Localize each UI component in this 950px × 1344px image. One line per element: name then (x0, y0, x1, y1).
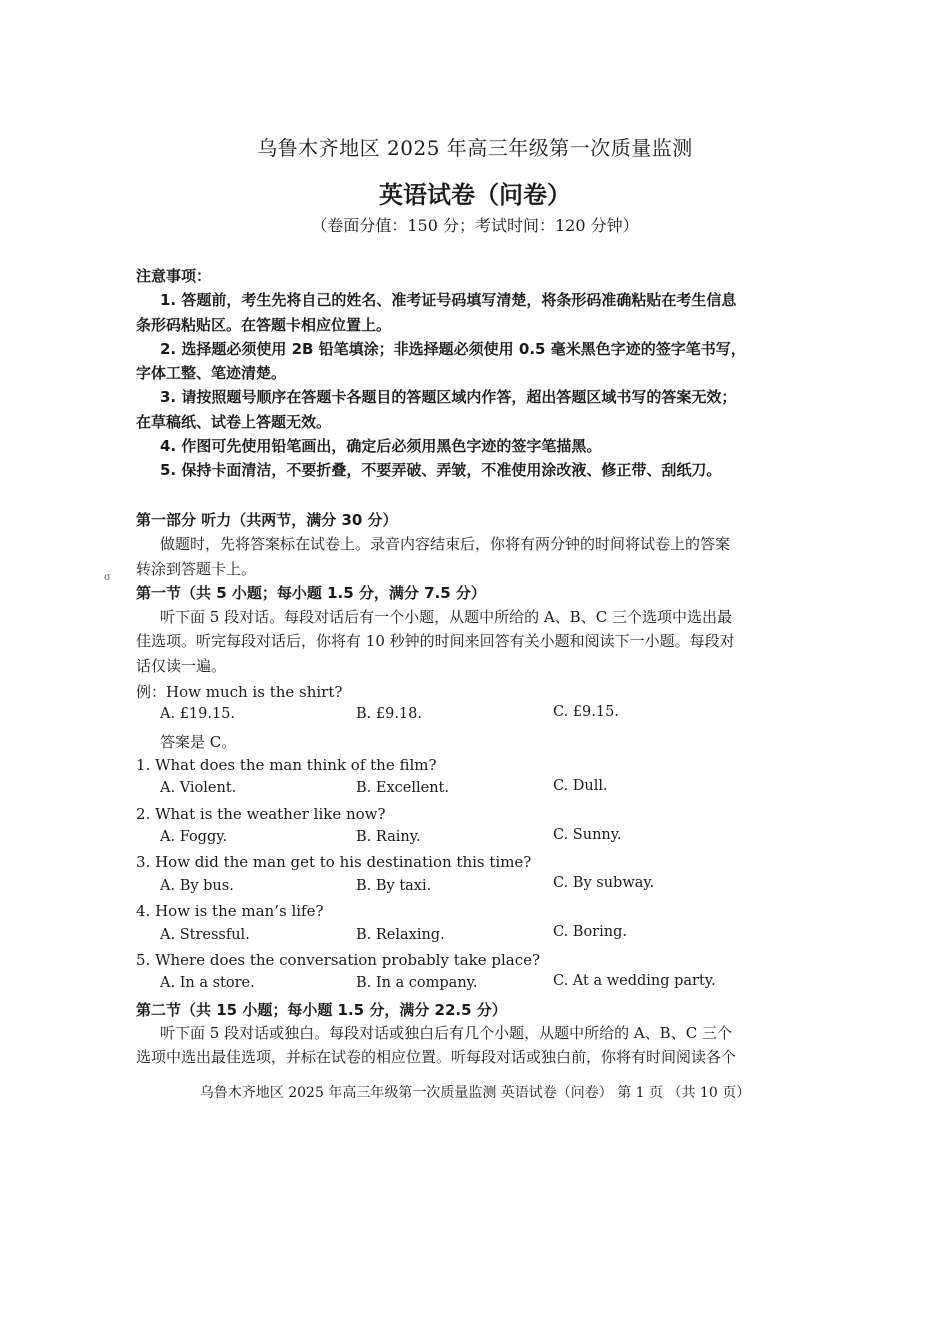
page-footer: 乌鲁木齐地区 2025 年高三年级第一次质量监测 英语试卷（问卷） 第 1 页 （共 10 页） (199, 1085, 751, 1101)
question-5: 5. Where does the conversation probably take place? (136, 951, 541, 969)
example-option-b: B. £9.18. (356, 706, 422, 722)
q4-option-a: A. Stressful. (160, 927, 250, 943)
example-option-a: A. £19.15. (160, 706, 236, 722)
section2-intro-line: 选项中选出最佳选项，并标在试卷的相应位置。听每段对话或独白前，你将有时间阅读各个 (136, 1048, 737, 1066)
note-line: 4. 作图可先使用铅笔画出，确定后必须用黑色字迹的签字笔描黑。 (160, 437, 602, 455)
note-line: 2. 选择题必须使用 2B 铅笔填涂；非选择题必须使用 0.5 毫米黑色字迹的签字笔书写， (160, 340, 746, 358)
section1-intro-line: 佳选项。听完每段对话后，你将有 10 秒钟的时间来回答有关小题和阅读下一小题。每段对 (136, 632, 735, 650)
exam-subtitle: 英语试卷（问卷） (379, 181, 571, 209)
example-answer: 答案是 C。 (160, 733, 237, 751)
part1-heading: 第一部分 听力（共两节，满分 30 分） (136, 511, 398, 529)
question-3: 3. How did the man get to his destination this time? (136, 853, 532, 871)
part1-intro-line: 做题时，先将答案标在试卷上。录音内容结束后，你将有两分钟的时间将试卷上的答案 (160, 535, 731, 553)
score-info: （卷面分值：150 分；考试时间：120 分钟） (311, 216, 639, 235)
note-line: 条形码粘贴区。在答题卡相应位置上。 (136, 316, 392, 334)
q2-option-a: A. Foggy. (160, 829, 228, 845)
q5-option-a: A. In a store. (160, 975, 255, 991)
part1-intro-line: 转涂到答题卡上。 (136, 560, 257, 578)
note-line: 3. 请按照题号顺序在答题卡各题目的答题区域内作答，超出答题区域书写的答案无效； (160, 388, 737, 406)
question-1: 1. What does the man think of the film? (136, 756, 437, 774)
q1-option-b: B. Excellent. (356, 780, 449, 796)
section1-intro-line: 听下面 5 段对话。每段对话后有一个小题，从题中所给的 A、B、C 三个选项中选出最 (160, 608, 732, 626)
question-4: 4. How is the man’s life? (136, 902, 324, 920)
q2-option-b: B. Rainy. (356, 829, 421, 845)
section2-heading: 第二节（共 15 小题；每小题 1.5 分，满分 22.5 分） (136, 1001, 507, 1019)
q3-option-b: B. By taxi. (356, 878, 432, 894)
notes-heading: 注意事项： (136, 267, 212, 285)
q3-option-c: C. By subway. (553, 875, 655, 891)
example-option-c: C. £9.15. (553, 704, 619, 720)
note-line: 1. 答题前，考生先将自己的姓名、准考证号码填写清楚，将条形码准确粘贴在考生信息 (160, 291, 737, 309)
question-2: 2. What is the weather like now? (136, 805, 386, 823)
exam-title: 乌鲁木齐地区 2025 年高三年级第一次质量监测 (257, 136, 693, 160)
q5-option-b: B. In a company. (356, 975, 478, 991)
example-question: 例：How much is the shirt? (136, 683, 343, 701)
q1-option-a: A. Violent. (160, 780, 237, 796)
margin-mark: σ (104, 572, 111, 583)
section2-intro-line: 听下面 5 段对话或独白。每段对话或独白后有几个小题，从题中所给的 A、B、C 三个 (160, 1024, 732, 1042)
note-line: 字体工整、笔迹清楚。 (136, 364, 287, 382)
q4-option-c: C. Boring. (553, 924, 627, 940)
q5-option-c: C. At a wedding party. (553, 973, 716, 989)
note-line: 5. 保持卡面清洁，不要折叠，不要弄破、弄皱，不准使用涂改液、修正带、刮纸刀。 (160, 461, 722, 479)
section1-intro-line: 话仅读一遍。 (136, 657, 227, 675)
q2-option-c: C. Sunny. (553, 827, 622, 843)
q1-option-c: C. Dull. (553, 778, 608, 794)
section1-heading: 第一节（共 5 小题；每小题 1.5 分，满分 7.5 分） (136, 584, 486, 602)
q3-option-a: A. By bus. (160, 878, 234, 894)
q4-option-b: B. Relaxing. (356, 927, 445, 943)
note-line: 在草稿纸、试卷上答题无效。 (136, 413, 332, 431)
